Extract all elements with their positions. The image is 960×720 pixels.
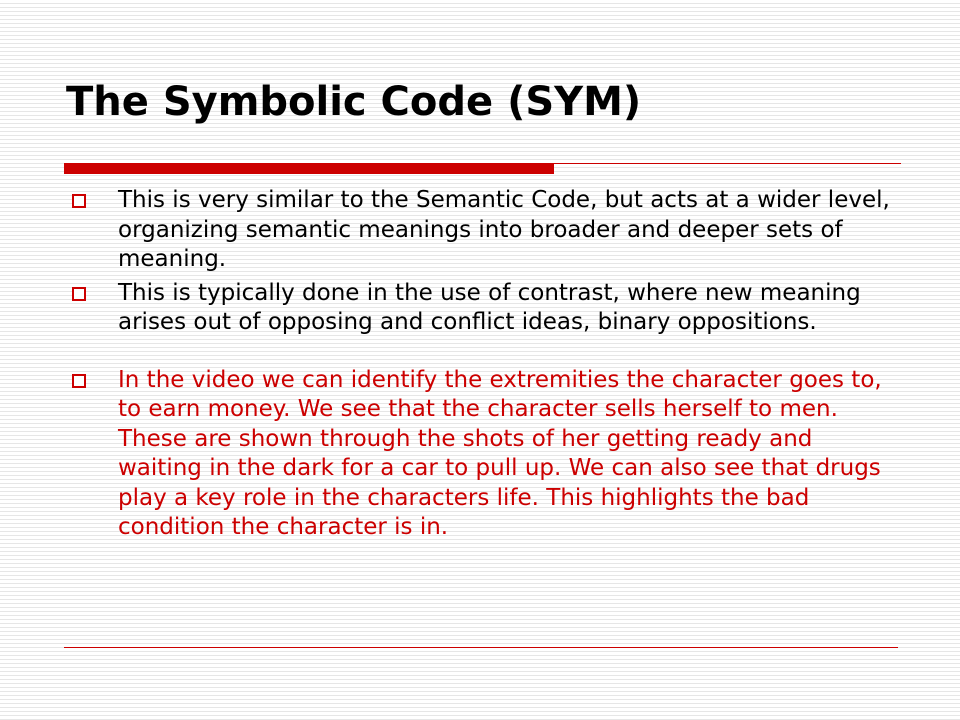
slide-title: The Symbolic Code (SYM) [66,79,642,125]
hollow-square-bullet-icon [72,374,86,388]
footer-divider [64,647,898,648]
bullet-text: In the video we can identify the extremities the character goes to, to earn money. We see that the character sells herself to men. These are shown through the shots of her getting ready and waiting in the dark for a car to pull up. We can also see that drugs play a key role in the characters life. This highlights the bad condition the character is in. [118,366,882,540]
bullet-text: This is typically done in the use of contrast, where new meaning arises out of opposing and conflict ideas, binary oppositions. [118,279,861,335]
hollow-square-bullet-icon [72,287,86,301]
title-divider-thick [64,164,554,174]
hollow-square-bullet-icon [72,194,86,208]
bullet-list [70,186,896,547]
bullet-item [70,279,896,338]
bullet-item [70,366,896,543]
bullet-item [70,186,896,275]
bullet-text: This is very similar to the Semantic Code, but acts at a wider level, organizing semantic meanings into broader and deeper sets of meaning. [118,187,890,272]
